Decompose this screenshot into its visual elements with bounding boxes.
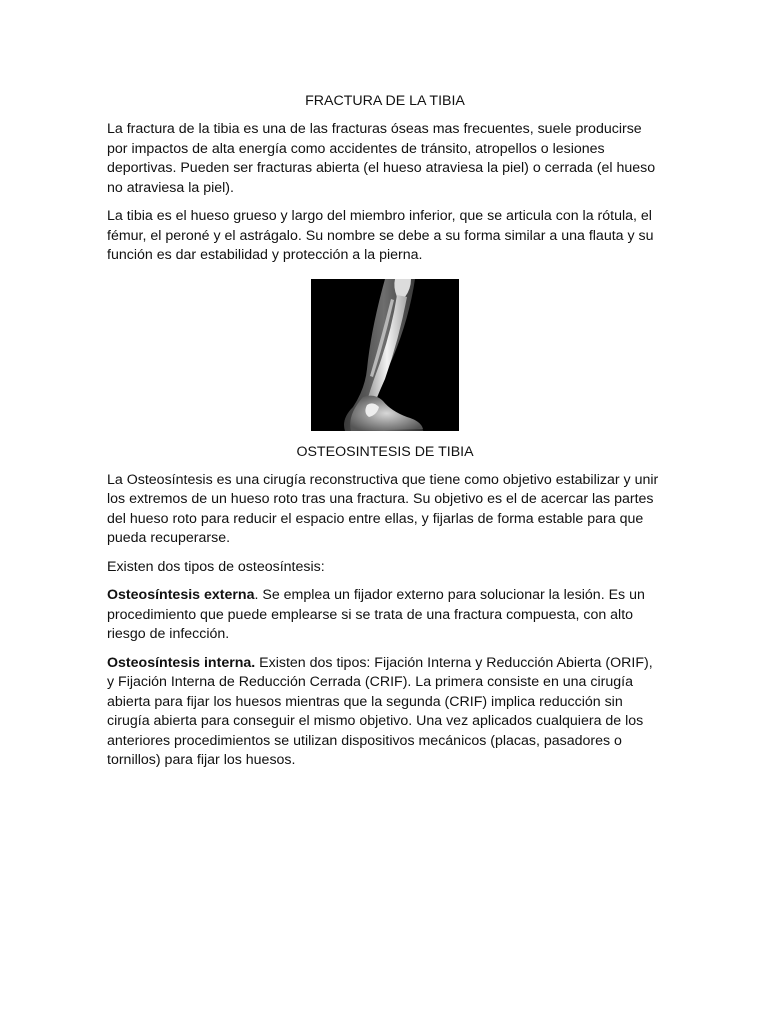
type-term-external: Osteosíntesis externa xyxy=(107,587,255,603)
intro-paragraph-2: La tibia es el hueso grueso y largo del miembro inferior, que se articula con la rótula, el fémur, el peroné y el astrágalo. Su nombre se debe a su forma similar a una flauta y su función es dar estabilidad y protección a la pierna. xyxy=(107,208,654,263)
section-title: OSTEOSINTESIS DE TIBIA xyxy=(296,443,474,460)
document-title: FRACTURA DE LA TIBIA xyxy=(305,93,465,109)
leg-xray-graphic xyxy=(311,279,459,431)
type-text-internal: Existen dos tipos: Fijación Interna y Reducción Abierta (ORIF), y Fijación Interna de Reducción Cerrada (CRIF). La primera consiste en una cirugía abierta para fijar los huesos mientras que la segunda (CRIF) implica reducción sin cirugía abierta para conseguir el mismo objetivo. Una vez aplicados cualquiera de los anteriores procedimientos se utilizan dispositivos mecánicos (placas, pasadores o tornillos) para fijar los huesos. xyxy=(107,654,653,768)
type-paragraph-external xyxy=(107,586,663,645)
document-page xyxy=(107,92,663,780)
section-paragraph-2: Existen dos tipos de osteosíntesis: xyxy=(107,558,325,575)
intro-paragraph-1: La fractura de la tibia es una de las fracturas óseas mas frecuentes, suele producirse por impactos de alta energía como accidentes de tránsito, atropellos o lesiones deportivas. Pueden ser fracturas abierta (el hueso atraviesa la piel) o cerrada (el hueso no atraviesa la piel). xyxy=(107,121,656,196)
section-paragraph-1: La Osteosíntesis es una cirugía reconstructiva que tiene como objetivo estabilizar y unir los extremos de un hueso roto tras una fractura. Su objetivo es el de acercar las partes del hueso roto para reducir el espacio entre ellas, y fijarlas de forma estable para que pueda recuperarse. xyxy=(107,471,659,546)
type-paragraph-internal xyxy=(107,654,663,771)
type-term-internal: Osteosíntesis interna. xyxy=(107,654,256,671)
foot-shape xyxy=(350,395,423,430)
leg-xray-image xyxy=(311,279,459,431)
type-text-external: . Se emplea un fijador externo para solucionar la lesión. Es un procedimiento que puede emplearse si se trata de una fractura compuesta, con alto riesgo de infección. xyxy=(107,587,645,642)
